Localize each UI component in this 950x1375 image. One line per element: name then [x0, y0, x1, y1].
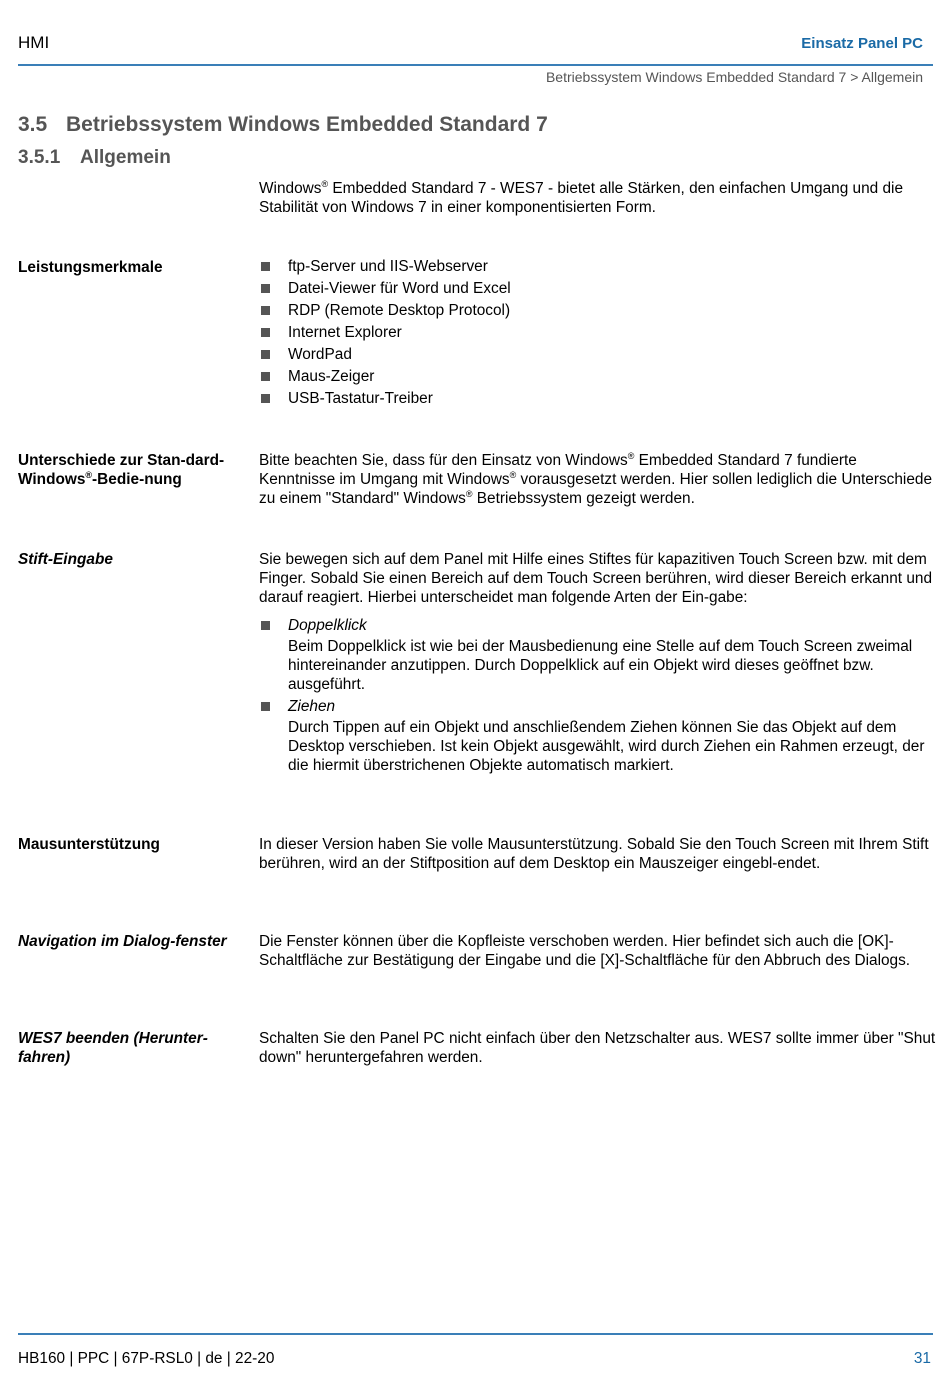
differences-label-b: -Bedie-nung: [92, 471, 182, 488]
mouse-label: Mausunterstützung: [18, 836, 160, 853]
bullet-square-icon: [261, 621, 270, 630]
bullet-square-icon: [261, 372, 270, 381]
registered-mark: ®: [465, 489, 473, 499]
subsection-title: Allgemein: [80, 147, 171, 168]
mouse-paragraph: In dieser Version haben Sie volle Mausunterstützung. Sobald Sie den Touch Screen mit Ihrem Stift berühren, wird an der Stiftposition auf dem Desktop ein Mauszeiger eingebl-endet.: [259, 836, 929, 872]
feature-list-item: [259, 278, 937, 300]
section-heading: [18, 113, 548, 137]
differences-text-3: vorausgesetzt werden. Hier sollen lediglich die Unterschiede zu einem "Standard" Windows: [259, 471, 933, 507]
intro-text-1: Windows: [259, 180, 322, 197]
bullet-square-icon: [261, 350, 270, 359]
feature-text: Datei-Viewer für Word und Excel: [288, 280, 511, 297]
differences-text-2: Embedded Standard 7 fundierte Kenntnisse im Umgang mit Windows: [259, 452, 857, 488]
feature-text: ftp-Server und IIS-Webserver: [288, 258, 488, 275]
stylus-paragraph: Sie bewegen sich auf dem Panel mit Hilfe eines Stiftes für kapazitiven Touch Screen bzw. mit dem Finger. Sobald Sie einen Bereich auf dem Touch Screen berühren, wird dieser Bereich erkannt und darauf reagiert. Hierbei unterscheidet man folgende Arten der Ein-gabe:: [259, 551, 933, 606]
stylus-item-term: Doppelklick: [288, 617, 367, 634]
stylus-item-term: Ziehen: [288, 698, 336, 715]
feature-list-item: [259, 322, 937, 344]
features-block: [259, 256, 937, 410]
registered-mark: ®: [627, 451, 635, 461]
bullet-square-icon: [261, 306, 270, 315]
differences-label: [18, 451, 233, 489]
stylus-block: [259, 550, 937, 775]
feature-text: WordPad: [288, 346, 352, 363]
bullet-square-icon: [261, 702, 270, 711]
feature-list-item: [259, 256, 937, 278]
subsection-number: 3.5.1: [18, 147, 61, 168]
registered-mark: ®: [85, 470, 93, 480]
bullet-square-icon: [261, 262, 270, 271]
feature-list-item: [259, 388, 937, 410]
navigation-paragraph: Die Fenster können über die Kopfleiste verschoben werden. Hier befindet sich auch die [OK]-Schaltfläche zur Bestätigung der Eingabe und die [X]-Schaltfläche für den Abbruch des Dialogs.: [259, 933, 911, 969]
feature-text: USB-Tastatur-Treiber: [288, 390, 433, 407]
feature-text: Maus-Zeiger: [288, 368, 375, 385]
feature-list-item: [259, 300, 937, 322]
shutdown-label: WES7 beenden (Herunter-fahren): [18, 1030, 208, 1066]
bullet-square-icon: [261, 394, 270, 403]
features-label: Leistungsmerkmale: [18, 259, 163, 276]
stylus-item-desc: Durch Tippen auf ein Objekt und anschließendem Ziehen können Sie das Objekt auf dem Desktop verschieben. Ist kein Objekt ausgewählt, wird durch Ziehen ein Rahmen erzeugt, der die hiermit überstrichenen Objekte automatisch markiert.: [288, 719, 925, 774]
bullet-square-icon: [261, 328, 270, 337]
feature-list-item: [259, 344, 937, 366]
subsection-heading: [18, 147, 171, 169]
differences-paragraph: [259, 451, 937, 508]
footer-rule: [18, 1333, 933, 1335]
header-rule: [18, 64, 933, 66]
navigation-label: Navigation im Dialog-fenster: [18, 933, 227, 950]
shutdown-paragraph: Schalten Sie den Panel PC nicht einfach über den Netzschalter aus. WES7 sollte immer über "Shut down" heruntergefahren werden.: [259, 1030, 936, 1066]
section-title: Betriebssystem Windows Embedded Standard 7: [66, 113, 548, 136]
differences-text-4: Betriebssystem gezeigt werden.: [472, 490, 695, 507]
section-number: 3.5: [18, 113, 48, 136]
registered-mark: ®: [321, 179, 329, 189]
intro-text-2: Embedded Standard 7 - WES7 - bietet alle Stärken, den einfachen Umgang und die Stabilität von Windows 7 in einer komponentisierten Form.: [259, 180, 904, 216]
feature-text: RDP (Remote Desktop Protocol): [288, 302, 511, 319]
feature-text: Internet Explorer: [288, 324, 402, 341]
stylus-item-doubleclick: [259, 615, 937, 694]
stylus-item-desc: Beim Doppelklick ist wie bei der Mausbedienung eine Stelle auf dem Touch Screen zweimal hintereinander anzutippen. Durch Doppelklick auf ein Objekt wird dieses geöffnet bzw. ausgeführt.: [288, 638, 913, 693]
header-chapter-title: Einsatz Panel PC: [801, 35, 923, 52]
differences-text-1: Bitte beachten Sie, dass für den Einsatz von Windows: [259, 452, 628, 469]
breadcrumb: Betriebssystem Windows Embedded Standard 7 > Allgemein: [545, 69, 923, 85]
intro-paragraph: [259, 179, 937, 217]
feature-list-item: [259, 366, 937, 388]
stylus-label: Stift-Eingabe: [18, 551, 113, 568]
page-number: 31: [913, 1350, 931, 1367]
registered-mark: ®: [509, 470, 517, 480]
footer-doc-id: HB160 | PPC | 67P-RSL0 | de | 22-20: [18, 1350, 275, 1367]
header-section-title: HMI: [18, 33, 50, 52]
bullet-square-icon: [261, 284, 270, 293]
stylus-item-drag: [259, 696, 937, 775]
features-list: [259, 256, 937, 410]
differences-label-a: Unterschiede zur Stan-dard-Windows: [18, 452, 225, 488]
